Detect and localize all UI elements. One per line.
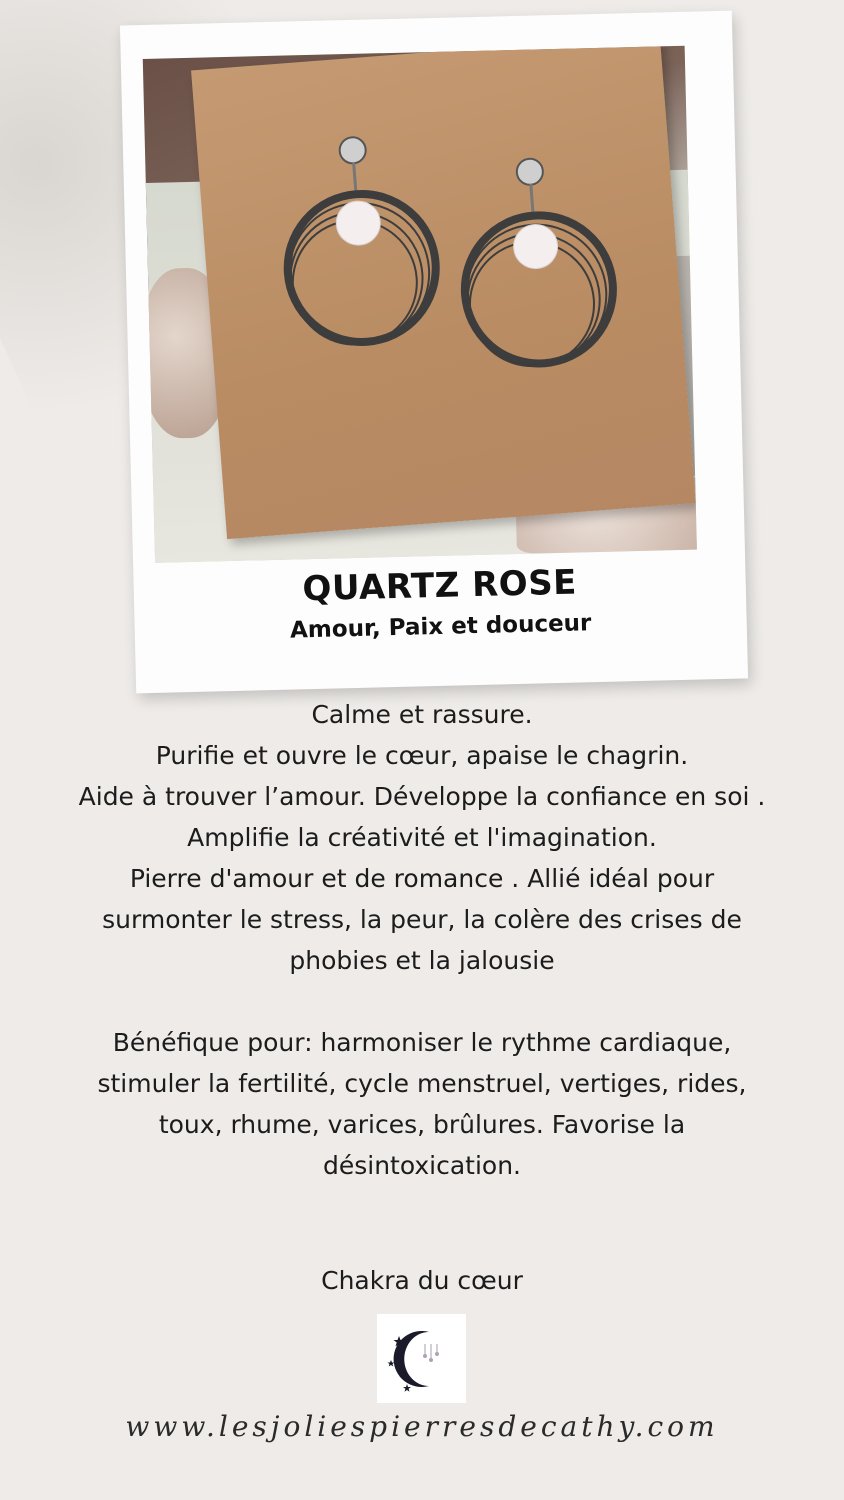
description-line: surmonter le stress, la peur, la colère des crises de — [102, 905, 742, 934]
description-line: Calme et rassure. — [311, 700, 533, 729]
earring-right — [433, 142, 651, 397]
benefits-line: Bénéfique pour: harmoniser le rythme cardiaque, — [112, 1028, 732, 1057]
stone-description — [40, 694, 804, 1186]
description-line: Pierre d'amour et de romance . Allié idéal pour — [129, 864, 715, 893]
stone-subtitle: Amour, Paix et douceur — [289, 610, 592, 644]
stone-title: QUARTZ ROSE — [302, 562, 578, 610]
polaroid-caption — [133, 558, 747, 647]
chakra-label: Chakra du cœur — [321, 1266, 523, 1295]
description-line: Purifie et ouvre le cœur, apaise le chagrin. — [155, 741, 689, 770]
polaroid-frame — [120, 11, 748, 694]
paragraph-spacer — [40, 981, 804, 1022]
benefits-line: stimuler la fertilité, cycle menstruel, vertiges, rides, — [97, 1069, 747, 1098]
crescent-moon-stars-icon — [377, 1314, 466, 1403]
kraft-display-card — [191, 46, 696, 539]
description-line: Amplifie la créativité et l'imagination. — [187, 823, 657, 852]
benefits-line: toux, rhume, varices, brûlures. Favorise la — [158, 1110, 686, 1139]
description-line: Aide à trouver l’amour. Développe la confiance en soi . — [78, 782, 766, 811]
website-url: www.lesjoliespierresdecathy.com — [125, 1410, 719, 1443]
description-line: phobies et la jalousie — [289, 946, 555, 975]
benefits-line: désintoxication. — [322, 1151, 522, 1180]
product-photo — [143, 46, 697, 563]
brand-logo — [377, 1314, 466, 1403]
